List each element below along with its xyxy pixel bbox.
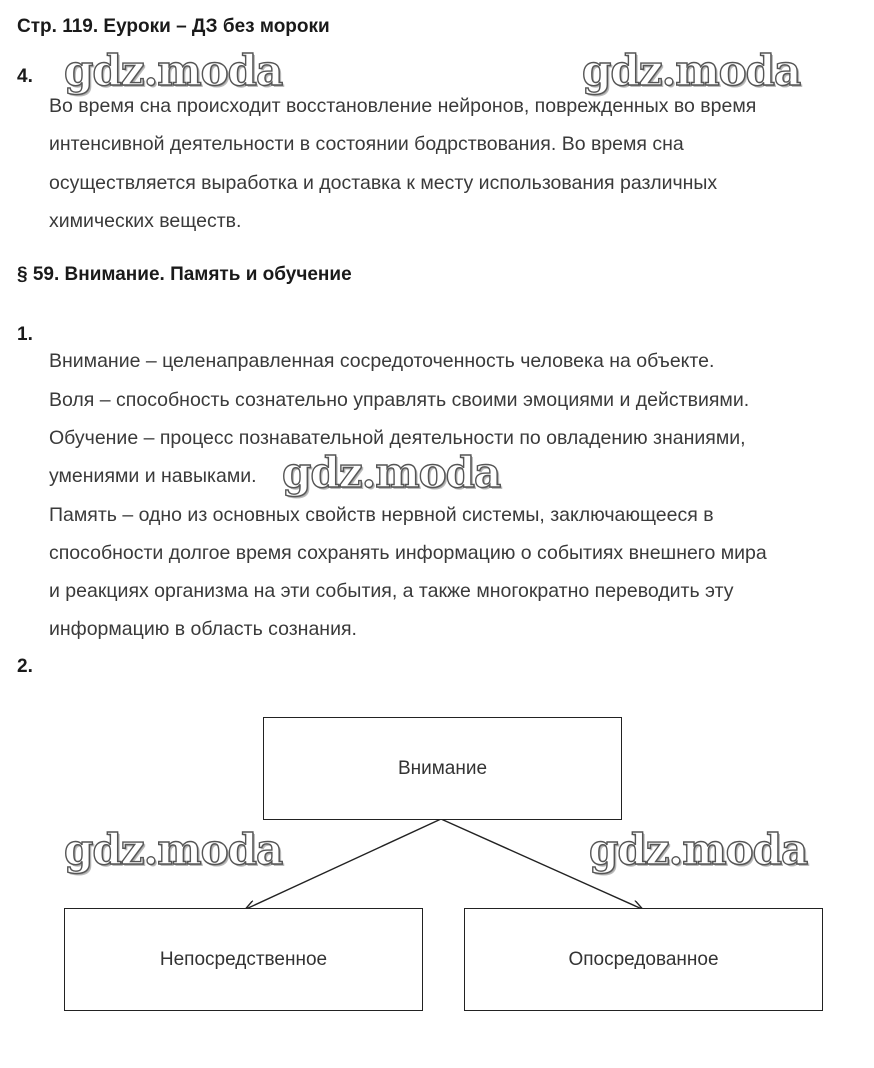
watermark: gdz.moda	[589, 825, 808, 874]
task-1-number: 1.	[17, 324, 33, 345]
task-4-line: интенсивной деятельности в состоянии бодрствования. Во время сна	[49, 133, 684, 155]
task-2-number: 2.	[17, 656, 33, 677]
definition-attention: Внимание – целенаправленная сосредоточенность человека на объекте.	[49, 350, 715, 372]
task-4-line: химических веществ.	[49, 210, 242, 232]
definition-memory-cont: и реакциях организма на эти события, а также многократно переводить эту	[49, 580, 734, 602]
diagram-left-label: Непосредственное	[159, 948, 328, 970]
diagram-right-label: Опосредованное	[568, 948, 719, 970]
section-title: § 59. Внимание. Память и обучение	[17, 264, 352, 285]
diagram-right-box	[464, 908, 823, 1011]
definition-learning: Обучение – процесс познавательной деятельности по овладению знаниями,	[49, 427, 746, 449]
definition-learning-cont: умениями и навыками.	[49, 465, 257, 487]
task-4-line: осуществляется выработка и доставка к месту использования различных	[49, 172, 718, 194]
task-4-line: Во время сна происходит восстановление нейронов, поврежденных во время	[49, 95, 757, 117]
page-header: Стр. 119. Еуроки – ДЗ без мороки	[17, 16, 330, 37]
definition-will: Воля – способность сознательно управлять своими эмоциями и действиями.	[49, 389, 750, 411]
diagram-root-label: Внимание	[397, 757, 488, 779]
diagram-left-box	[64, 908, 423, 1011]
watermark: gdz.moda	[64, 825, 283, 874]
definition-memory-cont: информацию в область сознания.	[49, 618, 357, 640]
definition-memory-cont: способности долгое время сохранять информацию о событиях внешнего мира	[49, 542, 767, 564]
watermark: gdz.moda	[282, 448, 501, 497]
definition-memory: Память – одно из основных свойств нервной системы, заключающееся в	[49, 504, 714, 526]
watermark: gdz.moda	[582, 46, 801, 95]
watermark: gdz.moda	[64, 46, 283, 95]
diagram-root-box	[263, 717, 622, 820]
task-4-number: 4.	[17, 66, 33, 87]
